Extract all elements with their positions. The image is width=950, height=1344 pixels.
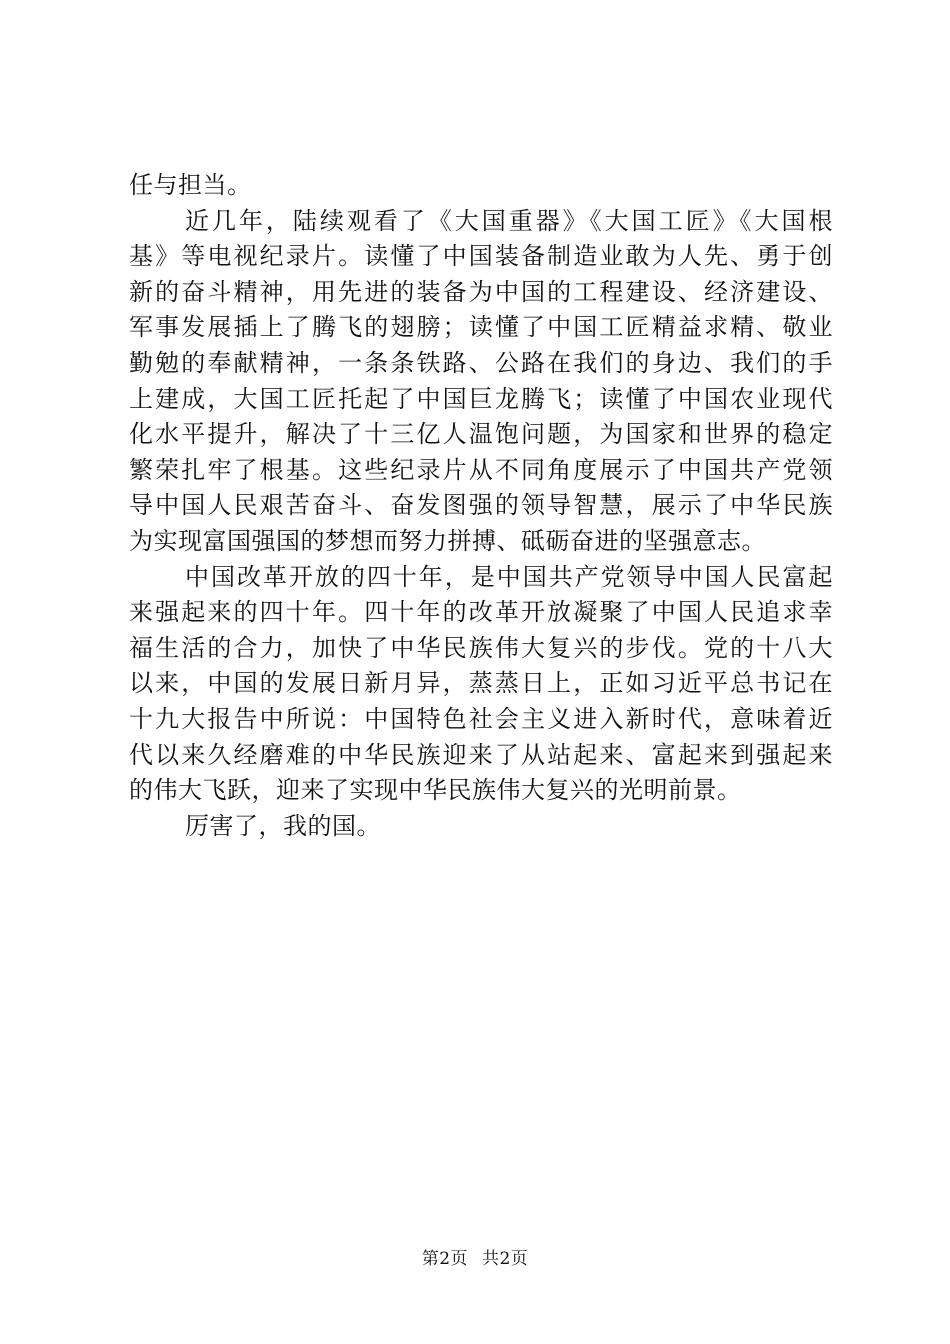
text-line: 的伟大飞跃，迎来了实现中华民族伟大复兴的光明前景。	[129, 776, 742, 805]
document-body	[129, 168, 833, 844]
page-footer	[0, 1244, 950, 1269]
text-line: 近几年，陆续观看了《大国重器》《大国工匠》《大国根	[185, 206, 833, 235]
text-line: 厉害了，我的国。	[185, 811, 381, 840]
text-line: 福生活的合力，加快了中华民族伟大复兴的步伐。党的十八大	[129, 633, 833, 662]
text-line: 导中国人民艰苦奋斗、奋发图强的领导智慧，展示了中华民族	[129, 491, 833, 520]
text-line: 基》等电视纪录片。读懂了中国装备制造业敢为人先、勇于创	[129, 242, 833, 271]
text-line: 化水平提升，解决了十三亿人温饱问题，为国家和世界的稳定	[129, 420, 833, 449]
text-line: 任与担当。	[129, 171, 252, 199]
text-line: 军事发展插上了腾飞的翅膀；读懂了中国工匠精益求精、敬业	[129, 313, 833, 342]
text-line: 为实现富国强国的梦想而努力拼搏、砥砺奋进的坚强意志。	[129, 526, 766, 555]
text-line: 繁荣扎牢了根基。这些纪录片从不同角度展示了中国共产党领	[129, 455, 833, 484]
text-line: 来强起来的四十年。四十年的改革开放凝聚了中国人民追求幸	[129, 598, 833, 627]
text-line: 以来，中国的发展日新月异，蒸蒸日上，正如习近平总书记在	[129, 669, 833, 698]
page-total: 共2页	[481, 1249, 529, 1269]
text-line: 十九大报告中所说：中国特色社会主义进入新时代，意味着近	[129, 704, 833, 733]
text-line: 勤勉的奉献精神，一条条铁路、公路在我们的身边、我们的手	[129, 348, 833, 377]
text-line: 代以来久经磨难的中华民族迎来了从站起来、富起来到强起来	[129, 740, 833, 769]
page-number: 第2页	[421, 1249, 469, 1269]
text-line: 新的奋斗精神，用先进的装备为中国的工程建设、经济建设、	[129, 277, 833, 306]
text-line: 中国改革开放的四十年，是中国共产党领导中国人民富起	[185, 562, 833, 591]
text-line: 上建成，大国工匠托起了中国巨龙腾飞；读懂了中国农业现代	[129, 384, 833, 413]
